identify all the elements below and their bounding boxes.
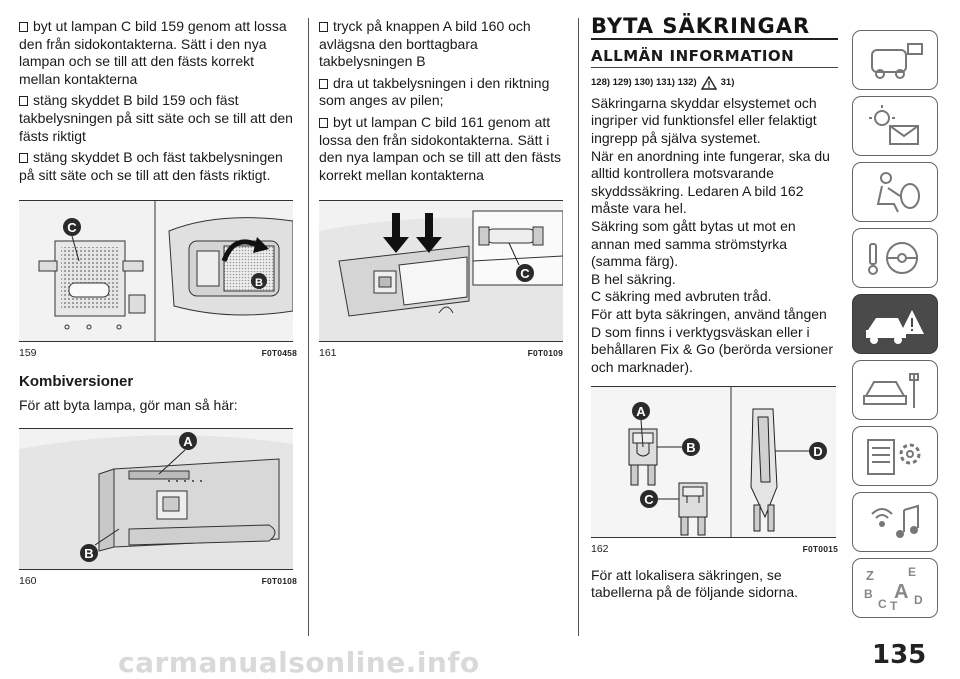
figure-162 <box>591 386 836 538</box>
index-letter: C <box>878 597 887 611</box>
column-3 <box>591 14 838 606</box>
tab-maintenance[interactable] <box>852 360 938 420</box>
tab-warning-lights[interactable] <box>852 96 938 156</box>
tab-emergency[interactable] <box>852 294 938 354</box>
checkbox-bullet-icon <box>319 22 328 32</box>
column-divider <box>308 18 309 636</box>
fuse-info-text: Säkringarna skyddar elsystemet och ingriper vid funktionsfel eller felaktigt ingrepp på själva systemet. När en anordning inte fungerar, ska du alltid kontrollera motsvarande skyddssäkring. Ledaren A bild 162 måste vara hel. Säkring som gått bytas ut mot en annan med samma strömstyrka (samma färg). B hel säkring. C säkring med avbruten tråd. För att byta säkringen, använd tången D som finns i verktygsväskan eller i behållaren Fix & Go (berörda versioner och marknader). <box>591 94 834 375</box>
emergency-breakdown-icon <box>860 300 930 348</box>
checkbox-bullet-icon <box>19 96 28 106</box>
intro-text: För att byta lampa, gör man så här: <box>19 396 238 413</box>
index-letter: Z <box>866 568 874 583</box>
warning-triangle-icon <box>701 76 717 90</box>
figure-162-illustration <box>591 387 836 537</box>
section-heading-kombiversioner: Kombiversioner <box>19 372 134 390</box>
bullet-item: stäng skyddet B bild 159 och fäst takbelysningen på sitt säte och se till att den fästs riktigt <box>19 92 293 144</box>
figure-159 <box>19 200 293 342</box>
label-b: B <box>255 277 263 290</box>
section-subtitle: ALLMÄN INFORMATION <box>591 46 795 65</box>
technical-data-icon <box>860 432 930 480</box>
section-title: BYTA SÄKRINGAR <box>591 14 811 38</box>
bullet-item: byt ut lampan C bild 159 genom att lossa den från sidokontakterna. Sätt i den nya lampan och se till att den fästs korrekt mellan kontakterna <box>19 18 287 87</box>
tab-technical-data[interactable] <box>852 426 938 486</box>
label-c: C <box>67 220 77 236</box>
figure-161-illustration <box>319 201 563 341</box>
figure-160 <box>19 428 293 570</box>
index-letter: E <box>908 565 917 579</box>
label-a: A <box>183 434 193 450</box>
label-b: B <box>686 440 696 456</box>
bullet-item: tryck på knappen A bild 160 och avlägsna den borttagbara takbelysningen B <box>319 18 531 70</box>
figure-160-caption: 160 F0T0108 <box>19 575 297 588</box>
checkbox-bullet-icon <box>19 153 28 163</box>
outro-text: För att lokalisera säkringen, se tabellerna på de följande sidorna. <box>591 566 799 601</box>
tab-safety[interactable] <box>852 162 938 222</box>
index-letter: A <box>894 581 909 603</box>
label-b: B <box>84 546 94 562</box>
steering-wheel-icon <box>860 234 930 282</box>
figure-159-caption: 159 F0T0458 <box>19 347 297 360</box>
figure-161-caption: 161 F0T0109 <box>319 347 563 360</box>
label-c: C <box>520 266 530 282</box>
seat-airbag-icon <box>860 168 930 216</box>
warning-lights-icon <box>860 102 930 150</box>
label-a: A <box>636 404 646 420</box>
car-dashboard-icon <box>860 36 930 84</box>
watermark: carmanualsonline.info <box>118 646 480 679</box>
alphabetical-index-icon <box>860 564 930 612</box>
subtitle-rule <box>591 67 838 68</box>
index-letter: T <box>890 599 898 612</box>
index-letter: B <box>864 587 873 601</box>
bullet-item: byt ut lampan C bild 161 genom att lossa den från sidokontakterna. Sätt i den nya lampan och se till att den fästs korrekt mellan kontakterna <box>319 113 562 183</box>
checkbox-bullet-icon <box>19 22 28 32</box>
checkbox-bullet-icon <box>319 118 328 128</box>
index-letter: D <box>914 593 923 607</box>
label-c: C <box>644 492 654 508</box>
column-2 <box>319 18 563 363</box>
checkbox-bullet-icon <box>319 79 328 89</box>
figure-159-illustration <box>19 201 293 341</box>
label-d: D <box>813 444 823 460</box>
warning-references: 128) 129) 130) 131) 132) 31) <box>591 77 735 89</box>
tab-multimedia[interactable] <box>852 492 938 552</box>
bullet-item: dra ut takbelysningen i den riktning som anges av pilen; <box>319 74 550 109</box>
figure-160-illustration <box>19 429 293 569</box>
page-number: 135 <box>872 640 927 670</box>
tab-index[interactable] <box>852 558 938 618</box>
tab-starting-driving[interactable] <box>852 228 938 288</box>
column-1 <box>19 18 297 591</box>
figure-162-caption: 162 F0T0015 <box>591 543 838 556</box>
chapter-tabs <box>852 30 938 624</box>
column-divider <box>578 18 579 636</box>
bullet-item: stäng skyddet B och fäst takbelysningen på sitt säte och se till att den fästs riktigt. <box>19 149 283 183</box>
tab-dashboard[interactable] <box>852 30 938 90</box>
multimedia-icon <box>860 498 930 546</box>
car-maintenance-icon <box>860 366 930 414</box>
figure-161 <box>319 200 563 342</box>
